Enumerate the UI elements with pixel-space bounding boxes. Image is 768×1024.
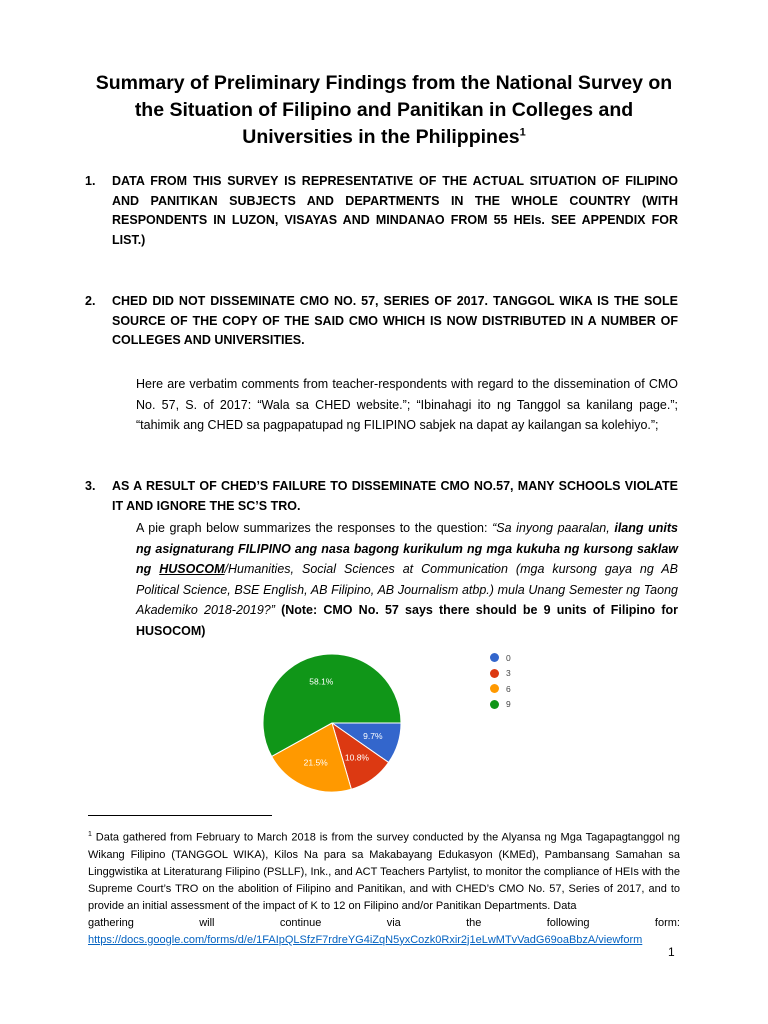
footnote-word: form:	[654, 916, 680, 929]
footnote-spread-line	[88, 915, 680, 932]
legend-swatch	[490, 684, 499, 693]
footnote-text: $^1$ Data gathered from February to March 2018 is from the survey conducted by the Alyansa ng Mga Tagapagtanggol ng Wikang Filipino (TANGGOL WIKA), Kilos Na para sa Makabayang Edukasyon (KMEd), Pambansang Samahan sa Linggwistika at Literaturang Filipino (PSLLF), Ink., and ACT Teachers Partylist, to monitor the compliance of HEIs with the Supreme Court’s TRO on the abolition of Filipino and Panitikan, and with CHED’s CMO No. 57, Series of 2017, and to provide an initial assessment of the impact of K to 12 on Filipino and/or Panitikan Departments. Data	[88, 831, 680, 912]
legend-swatch	[490, 653, 499, 662]
finding-heading: CHED DID NOT DISSEMINATE CMO NO. 57, SERIES OF 2017. TANGGOL WIKA IS THE SOLE SOURCE OF THE COPY OF THE SAID CMO WHICH IS NOW DISTRIBUTED IN A NUMBER OF COLLEGES AND UNIVERSITIES.	[112, 294, 678, 347]
finding-2	[85, 292, 678, 351]
footnote-word: following	[546, 916, 590, 929]
survey-form-link[interactable]: https://docs.google.com/forms/d/e/1FAIpQLSfzF7rdreYG4iZqN5yxCozk0Rxir2j1eLwMTvVadG69oaBbzA/viewform	[88, 933, 643, 946]
title-line-1: Summary of Preliminary Findings from the National Survey on	[95, 72, 673, 94]
footnote-word: gathering	[88, 916, 134, 929]
legend-item	[490, 697, 511, 713]
legend-label: 9	[506, 699, 511, 710]
finding-number: 2.	[85, 294, 96, 308]
footnote-word: via	[386, 916, 401, 929]
title-line-3: Universities in the Philippines$^1$	[242, 126, 526, 148]
finding-heading: AS A RESULT OF CHED’S FAILURE TO DISSEMINATE CMO NO.57, MANY SCHOOLS VIOLATE IT AND IGNORE THE SC’S TRO.	[112, 479, 678, 513]
legend-label: 0	[506, 652, 511, 663]
footnote-word: will	[199, 916, 215, 929]
pie-slice-label: 21.5%	[303, 757, 328, 768]
pie-slice-label: 10.8%	[344, 752, 370, 763]
title-footnote-marker: 1	[519, 126, 526, 139]
title-line-2: the Situation of Filipino and Panitikan in Colleges and	[134, 99, 634, 121]
chart-legend	[490, 650, 511, 712]
document-title	[80, 70, 688, 151]
footnote-separator	[88, 815, 272, 816]
footnote-word: the	[466, 916, 482, 929]
legend-label: 6	[506, 683, 511, 694]
footnote	[88, 826, 680, 949]
finding-number: 3.	[85, 479, 96, 493]
legend-item	[490, 650, 511, 666]
finding-1	[85, 172, 678, 250]
finding-heading: DATA FROM THIS SURVEY IS REPRESENTATIVE OF THE ACTUAL SITUATION OF FILIPINO AND PANITIKAN SUBJECTS AND DEPARTMENTS IN THE WHOLE COUNTRY (WITH RESPONDENTS IN LUZON, VISAYAS AND MINDANAO FROM 55 HEIs. SEE APPENDIX FOR LIST.)	[112, 174, 678, 247]
footnote-word: continue	[279, 916, 322, 929]
finding-3-paragraph: A pie graph below summarizes the responses to the question: “Sa inyong paaralan, ilang units ng asignaturang FILIPINO ang nasa bagong kurikulum ng mga kukuha ng kursong saklaw ng HUSOCOM/Humanities, Social Sciences at Communication (mga kursong gaya ng AB Political Science, BSE English, AB Filipino, AB Journalism atbp.) mula Unang Semester ng Taong Akademiko 2018-2019?” (Note: CMO No. 57 says there should be 9 units of Filipino for HUSOCOM)	[136, 521, 679, 638]
pie-slice-label: 58.1%	[309, 676, 334, 687]
pie-slice-label: 9.7%	[363, 730, 383, 741]
page-number: 1	[668, 945, 675, 959]
finding-3	[85, 477, 678, 516]
legend-swatch	[490, 669, 499, 678]
legend-item	[490, 666, 511, 682]
finding-number: 1.	[85, 174, 96, 188]
finding-2-comments: Here are verbatim comments from teacher-respondents with regard to the dissemination of CMO No. 57, S. of 2017: “Wala sa CHED website.”; “Ibinahagi ito ng Tanggol sa kanilang page.”; “tahimik ang CHED sa pagpapatupad ng FILIPINO sabjek na dapat ay kailangan sa kolehiyo.”;	[136, 377, 678, 432]
legend-item	[490, 681, 511, 697]
legend-label: 3	[506, 668, 511, 679]
legend-swatch	[490, 700, 499, 709]
